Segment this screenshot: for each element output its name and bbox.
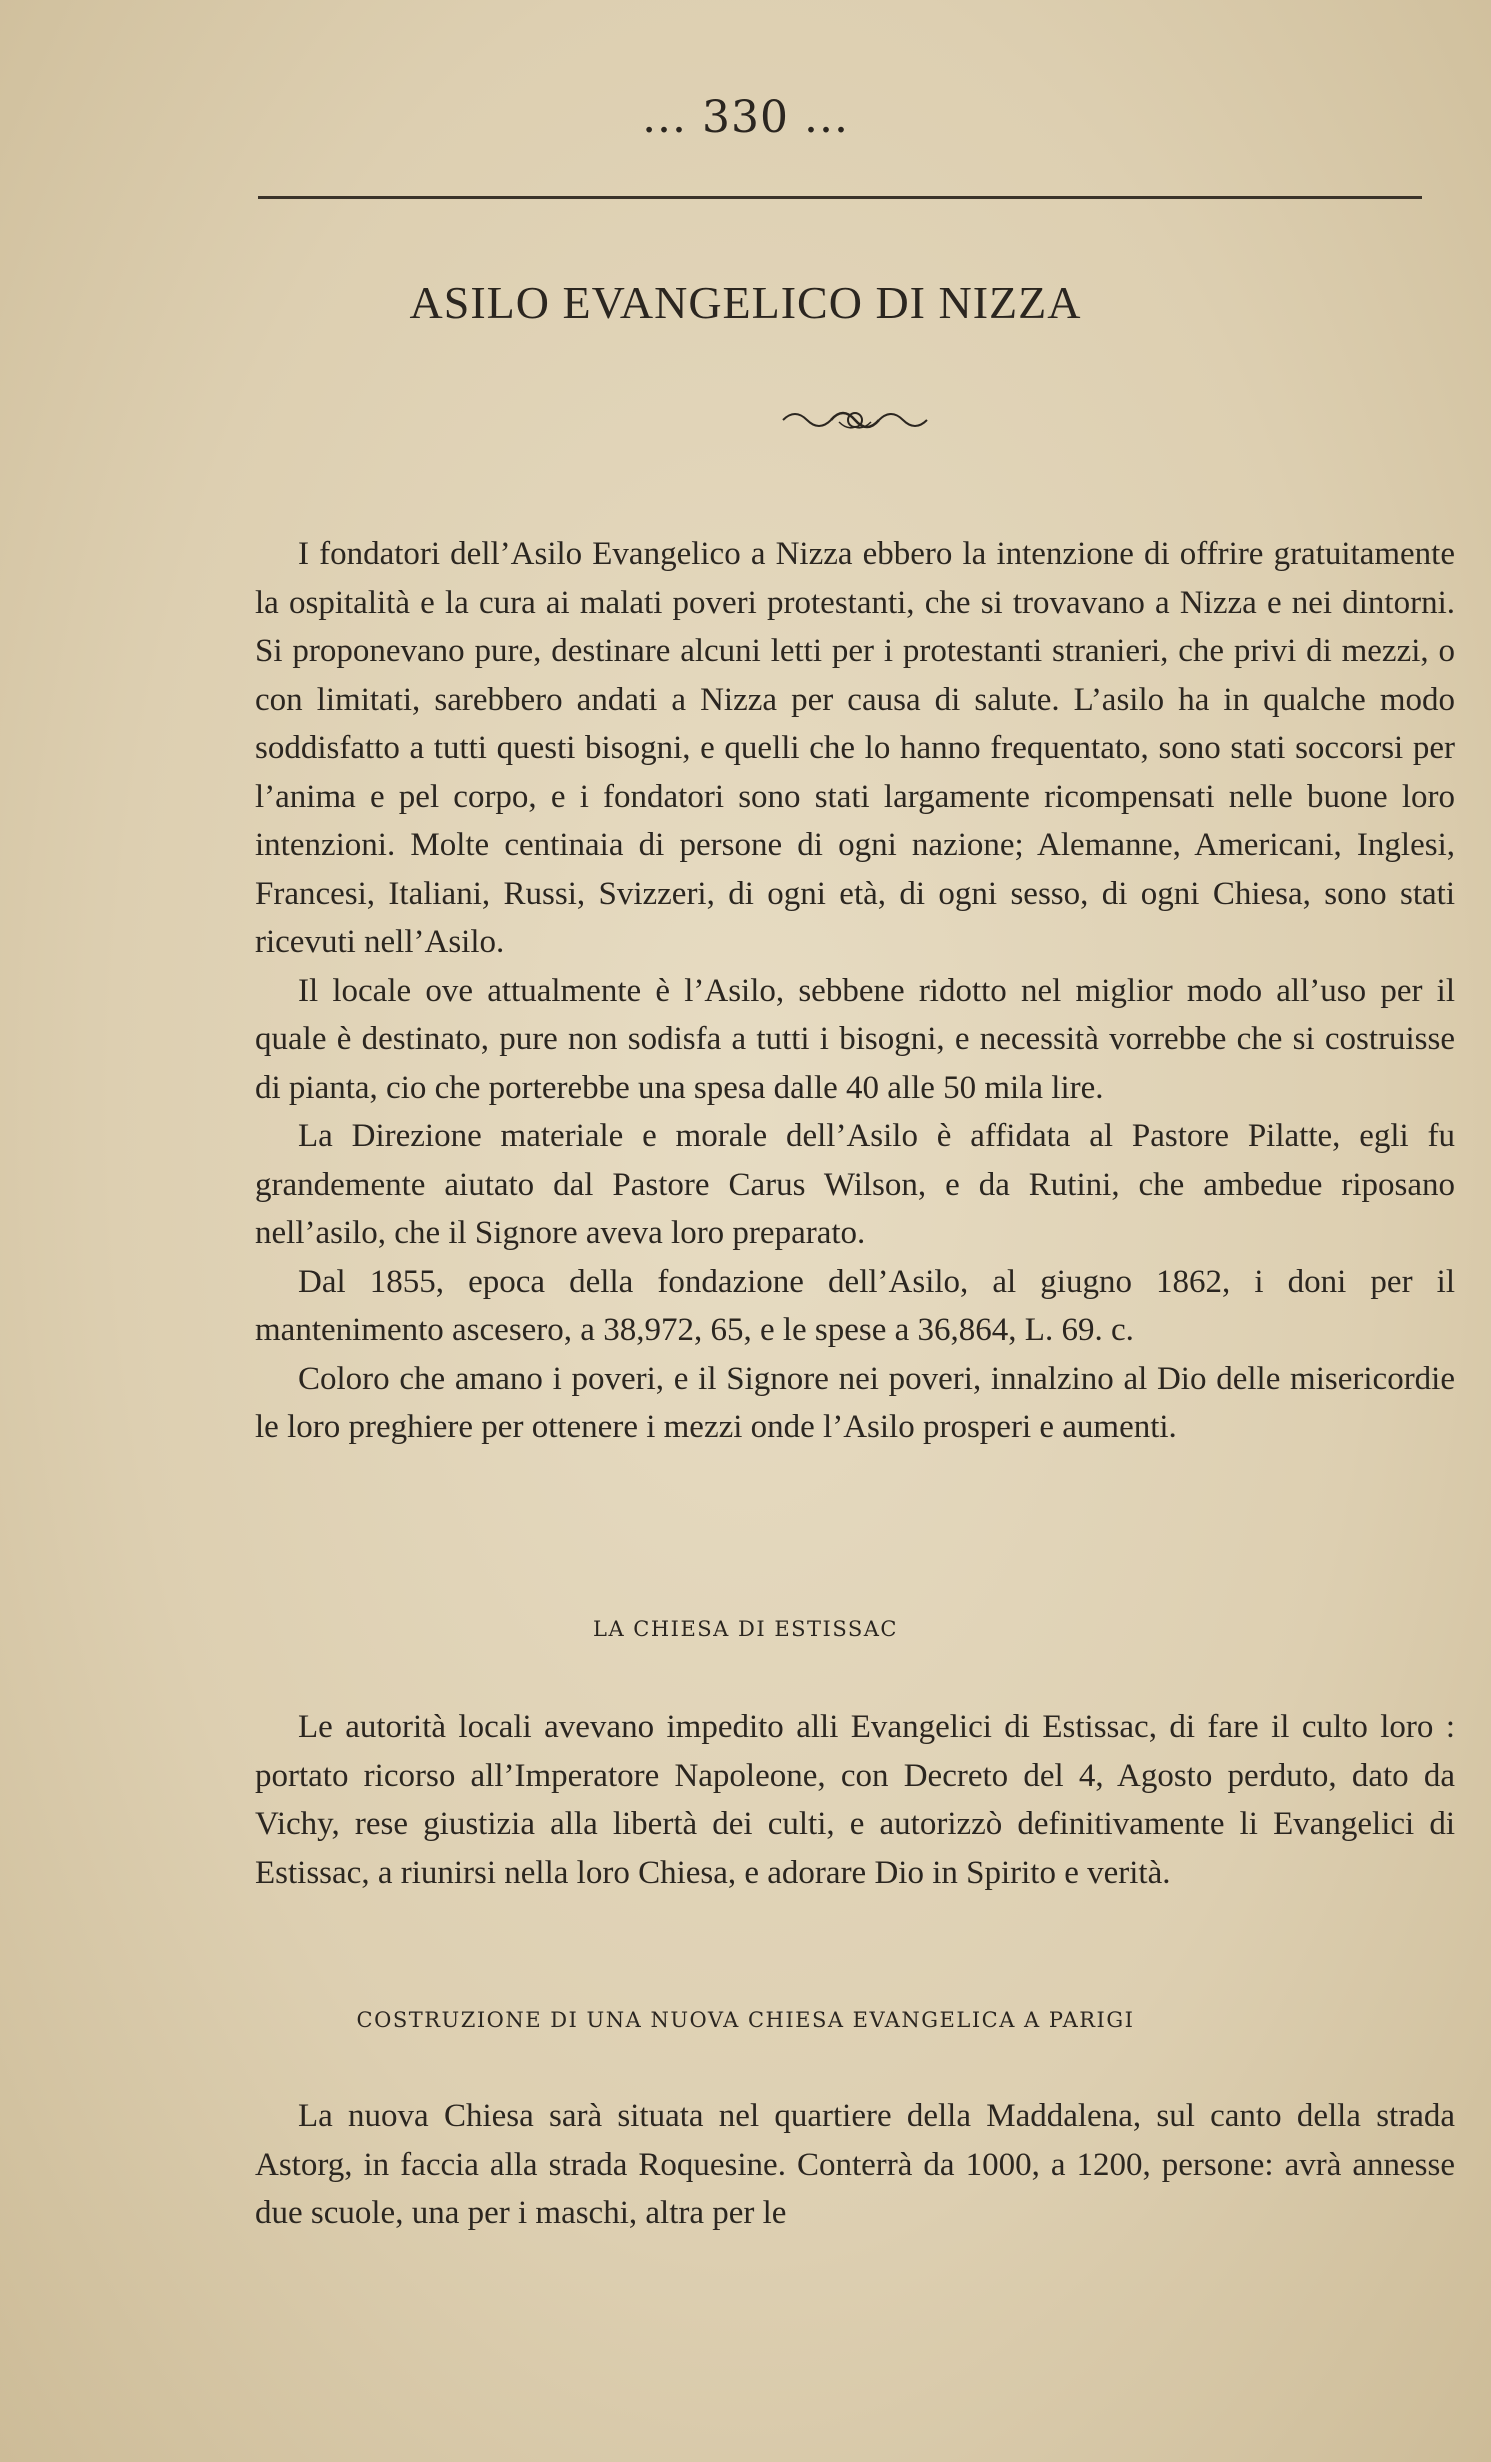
header-rule: [258, 196, 1422, 199]
page-number: ... 330 ...: [642, 92, 849, 143]
section-heading-estissac: LA CHIESA DI ESTISSAC: [593, 1617, 898, 1641]
section-estissac-text: [255, 1703, 1455, 1897]
paragraph: Il locale ove attualmente è l’Asilo, sebbene ridotto nel miglior modo all’uso per il quale è destinato, pure non sodisfa a tutti i bisogni, e necessità vorrebbe che si costruisse di pianta, cio che porterebbe una spesa dalle 40 alle 50 mila lire.: [255, 972, 1455, 1106]
paragraph: La Direzione materiale e morale dell’Asilo è affidata al Pastore Pilatte, egli fu grandemente aiutato dal Pastore Carus Wilson, e da Rutini, che ambedue riposano nell’asilo, che il Signore aveva loro preparato.: [255, 1118, 1455, 1251]
paragraph: I fondatori dell’Asilo Evangelico a Nizza ebbero la intenzione di offrire gratuitamente la ospitalità e la cura ai malati poveri protestanti, che si trovavano a Nizza e nei dintorni. Si proponevano pure, destinare alcuni letti per i protestanti stranieri, che privi di mezzi, o con limitati, sarebbero andati a Nizza per causa di salute. L’asilo ha in qualche modo soddisfatto a tutti questi bisogni, e quelli che lo hanno frequentato, sono stati soccorsi per l’anima e pel corpo, e i fondatori sono stati largamente ricompensati nelle buone loro intenzioni. Molte centinaia di persone di ogni nazione; Alemanne, Americani, Inglesi, Francesi, Italiani, Russi, Svizzeri, di ogni età, di ogni sesso, di ogni Chiesa, sono stati ricevuti nell’Asilo.: [255, 536, 1455, 960]
decorative-flourish-icon: [775, 400, 935, 440]
paragraph: Coloro che amano i poveri, e il Signore nei poveri, innalzino al Dio delle misericordie le loro preghiere per ottenere i mezzi onde l’Asilo prosperi e aumenti.: [255, 1360, 1455, 1445]
section-heading-parigi: COSTRUZIONE DI UNA NUOVA CHIESA EVANGELICA A PARIGI: [356, 2008, 1135, 2032]
paragraph: La nuova Chiesa sarà situata nel quartiere della Maddalena, sul canto della strada Astorg, in faccia alla strada Roquesine. Conterrà da 1000, a 1200, persone: avrà annesse due scuole, una per i maschi, altra per le: [255, 2098, 1455, 2231]
page-title: ASILO EVANGELICO DI NIZZA: [409, 277, 1082, 328]
paragraph: Le autorità locali avevano impedito alli Evangelici di Estissac, di fare il culto loro : portato ricorso all’Imperatore Napoleone, con Decreto del 4, Agosto perduto, dato da Vichy, rese giustizia alla libertà dei culti, e autorizzò definitivamente li Evangelici di Estissac, a riunirsi nella loro Chiesa, e adorare Dio in Spirito e verità.: [255, 1709, 1455, 1891]
section-parigi-text: [255, 2092, 1455, 2238]
paragraph: Dal 1855, epoca della fondazione dell’Asilo, al giugno 1862, i doni per il mantenimento ascesero, a 38,972, 65, e le spese a 36,864, L. 69. c.: [255, 1263, 1455, 1348]
section-asilo-text: [255, 530, 1455, 1452]
